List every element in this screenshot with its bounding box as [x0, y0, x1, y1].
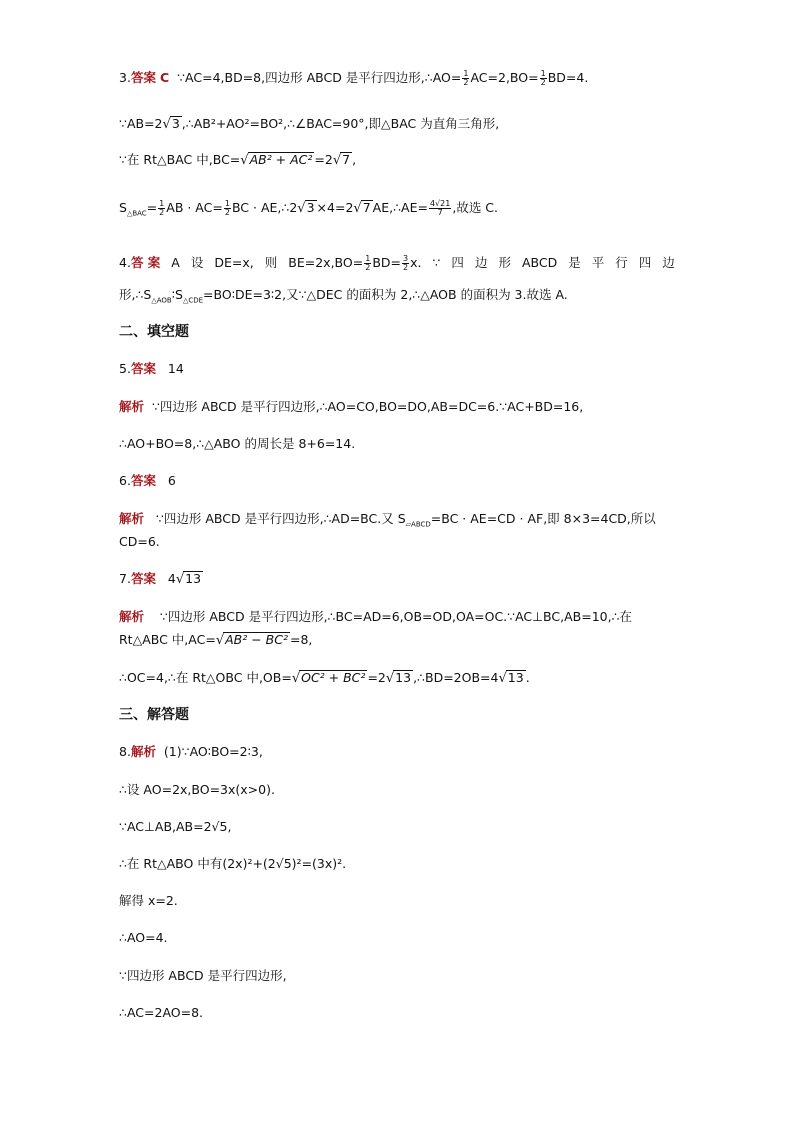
answer-tag: 答案: [130, 70, 156, 85]
radical: 3: [171, 116, 180, 131]
radical: 3: [306, 200, 315, 215]
section-heading: 三、解答题: [119, 707, 189, 723]
radical: 13: [395, 670, 412, 685]
q7-analysis-line1: 解析 ∵四边形 ABCD 是平行四边形,∴BC=AD=6,OB=OD,OA=OC.∵AC⊥BC,AB=10,∴在: [119, 609, 633, 624]
answer-tag: 答 案: [130, 255, 161, 270]
radical: OC² + BC²: [301, 670, 366, 685]
fraction: $\frac{3}{2}$: [403, 254, 409, 272]
q3-line3: ∵在 Rt△BAC 中,BC=√AB² + AC² =2√7 ,: [119, 152, 357, 168]
q8-line3: ∵AC⊥AB,AB=2√5,: [119, 819, 232, 834]
fraction: $\frac{1}{2}$: [463, 69, 469, 87]
radical: 13: [185, 571, 202, 586]
q3-number: 3.: [119, 70, 131, 85]
q8-line8: ∴AC=2AO=8.: [119, 1005, 204, 1020]
fraction: $\frac{1}{2}$: [540, 69, 546, 87]
answer-tag: 答案: [130, 571, 156, 586]
q5-analysis-line1: 解析 ∵四边形 ABCD 是平行四边形,∴AO=CO,BO=DO,AB=DC=6.∵AC+BD=16,: [119, 399, 584, 414]
radical: AB² − BC²: [225, 632, 288, 647]
q7-answer: 7.答案 4√13: [119, 571, 202, 587]
section-heading: 二、填空题: [119, 324, 189, 340]
q8-line2: ∴设 AO=2x,BO=3x(x>0).: [119, 782, 275, 797]
q3-line2: ∵AB=2√3 ,∴AB²+AO²=BO²,∴∠BAC=90°,即△BAC 为直角三角形,: [119, 116, 500, 132]
q8-line1: 8.解析 (1)∵AO∶BO=2∶3,: [119, 744, 263, 759]
answer-value: C: [159, 70, 170, 85]
q6-analysis-line2: CD=6.: [119, 534, 160, 549]
q7-analysis-line3: ∴OC=4,∴在 Rt△OBC 中,OB=√OC² + BC² =2√13 ,∴BD=2OB=4√13 .: [119, 670, 530, 686]
answer-value: 6: [167, 473, 176, 488]
answer-tag: 答案: [130, 473, 156, 488]
q8-line7: ∵四边形 ABCD 是平行四边形,: [119, 968, 287, 983]
answer-value: A: [171, 255, 180, 270]
q3-line4: $S_{\triangle BAC}=$ $\frac{1}{2}$ AB · AC= $\frac{1}{2}$ BC · AE,∴2√3 ×4=2√7 AE,∴AE= $\frac{4√21}{7}$ ,故选 C.: [119, 199, 498, 218]
q6-analysis-line1: 解析 ∵四边形 ABCD 是平行四边形,∴AD=BC.又 $S_{▱ABCD}=BC \cdot AE=CD$ · AF,即 8×3=4CD,所以: [119, 511, 656, 529]
analysis-tag: 解析: [130, 744, 156, 759]
fraction: $\frac{1}{2}$: [365, 254, 371, 272]
answer-value: 4: [167, 571, 176, 586]
q5-answer: 5.答案 14: [119, 361, 184, 376]
radical: AB² + AC²: [249, 152, 313, 167]
radical: 7: [342, 152, 351, 167]
fraction: $\frac{1}{2}$: [159, 199, 165, 217]
analysis-tag: 解析: [119, 609, 145, 624]
q6-answer: 6.答案 6: [119, 473, 176, 488]
radical: 13: [507, 670, 524, 685]
analysis-tag: 解析: [119, 399, 145, 414]
q4-line2: 形$,\therefore S_{\triangle AOB}∶S_{\triangle CDE}=BO∶DE=3∶2$,又∵△DEC 的面积为 2,∴△AOB 的面积为 3.故选 A.: [119, 287, 568, 305]
q8-line5: 解得 x=2.: [119, 893, 178, 908]
fraction: $\frac{4√21}{7}$: [429, 199, 451, 217]
fraction: $\frac{1}{2}$: [224, 199, 230, 217]
q5-analysis-line2: ∴AO+BO=8,∴△ABO 的周长是 8+6=14.: [119, 436, 356, 451]
q8-line4: ∴在 Rt△ABO 中有(2x)²+(2√5)²=(3x)².: [119, 856, 347, 871]
q7-analysis-line2: Rt△ABC 中,AC=√AB² − BC² =8,: [119, 632, 313, 648]
q3-line1: 3.答案 C ∵AC=4,BD=8,四边形 ABCD 是平行四边形,∴AO= $\frac{1}{2}$ AC=2,BO= $\frac{1}{2}$ BD=4.: [119, 69, 589, 87]
answer-value: 14: [167, 361, 184, 376]
analysis-tag: 解析: [119, 511, 145, 526]
q8-line6: ∴AO=4.: [119, 930, 168, 945]
answer-tag: 答案: [130, 361, 156, 376]
radical: 7: [362, 200, 371, 215]
q4-line1: 4.答 案 A 设 DE=x, 则 BE=2x,BO= $\frac{1}{2}$ BD= $\frac{3}{2}$ x. ∵ 四 边 形 ABCD 是 平 行 四 边: [119, 254, 675, 272]
